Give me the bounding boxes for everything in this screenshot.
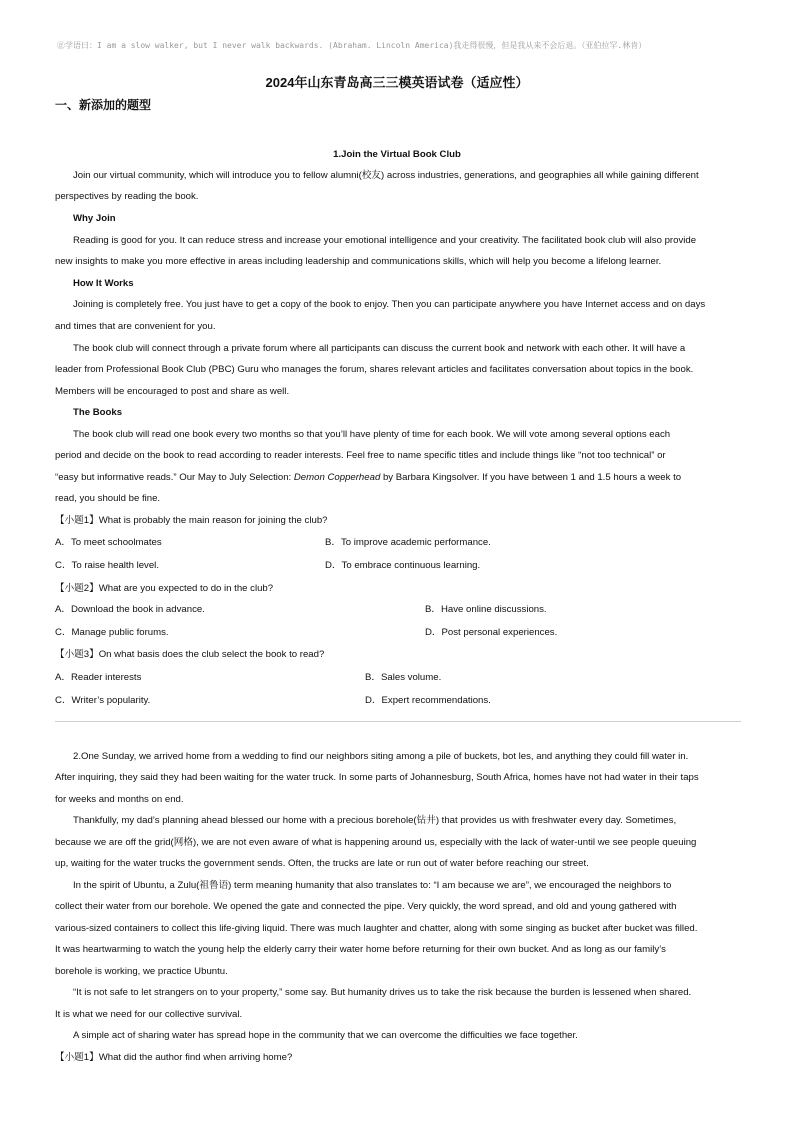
paragraph-line: “It is not safe to let strangers on to your property,” some say. But humanity drives us to take the risk because the burden is lessened when shared. <box>73 987 692 998</box>
paragraph-line: Reading is good for you. It can reduce stress and increase your emotional intelligence and your creativity. The facilitated book club will also provide <box>73 235 697 246</box>
paragraph-line: and times that are convenient for you. <box>55 321 216 332</box>
book-title: Demon Copperhead <box>293 472 381 483</box>
paragraph-line: collect their water from our borehole. We opened the gate and connected the pipe. Very quickly, the word spread, and old and young gathered with <box>55 901 677 912</box>
divider <box>55 721 741 722</box>
option-b: B．To improve academic performance. <box>325 537 491 548</box>
paragraph-line: In the spirit of Ubuntu, a Zulu(祖鲁语) term meaning humanity that also translates to: “I am because we are”, we encouraged the neighbors to <box>73 880 672 891</box>
question-stem: 【小题3】On what basis does the club select the book to read? <box>55 649 325 660</box>
option-d: D．To embrace continuous learning. <box>325 560 481 571</box>
section-heading: 一、新添加的题型 <box>55 98 152 112</box>
paragraph-line: Join our virtual community, which will introduce you to fellow alumni(校友) across industries, generations, and geographies all while gaining different <box>73 170 699 181</box>
paragraph-line: up, waiting for the water trucks the government sends. Often, the trucks are late or run out of water before reaching our street. <box>55 858 589 869</box>
paragraph-line: The book club will read one book every two months so that you’ll have plenty of time for each book. We will vote among several options each <box>73 429 671 440</box>
paragraph-line: The book club will connect through a private forum where all participants can discuss the current book and network with each other. It will have a <box>73 343 686 354</box>
question-stem: 【小题1】What is probably the main reason for joining the club? <box>55 515 328 526</box>
subheading-the-books: The Books <box>73 407 123 418</box>
option-b: B．Sales volume. <box>365 672 442 683</box>
paragraph-line: various-sized containers to collect this life-giving liquid. There was much laughter and chatter, along with some singing as bucket after bucket was filled. <box>55 923 698 934</box>
paragraph-line: perspectives by reading the book. <box>55 191 199 202</box>
paragraph-line: period and decide on the book to read according to reader interests. Feel free to name specific titles and include things like “not too technical” or <box>55 450 666 461</box>
paragraph-line: read, you should be fine. <box>55 493 161 504</box>
document-title: 2024年山东青岛高三三模英语试卷（适应性） <box>265 75 529 90</box>
paragraph-line: A simple act of sharing water has spread hope in the community that we can overcome the difficulties we face together. <box>73 1030 578 1041</box>
option-a: A．To meet schoolmates <box>55 537 162 548</box>
paragraph-line: leader from Professional Book Club (PBC) Guru who manages the forum, shares relevant articles and facilitates conversation about topics in the book. <box>55 364 694 375</box>
option-c: C．To raise health level. <box>55 560 159 571</box>
text-span: “easy but informative reads.” Our May to July Selection: <box>55 472 294 483</box>
paragraph-line: It was heartwarming to watch the young help the elderly carry their water home before returning for their own bucket. And as long as our family’s <box>55 944 666 955</box>
option-d: D．Expert recommendations. <box>365 695 491 706</box>
paragraph-line: Thankfully, my dad’s planning ahead blessed our home with a precious borehole(钻井) that provides us with freshwater every day. Sometimes, <box>73 815 677 826</box>
subheading-why-join: Why Join <box>73 213 116 224</box>
paragraph-line: Joining is completely free. You just have to get a copy of the book to enjoy. Then you can participate anywhere you have Internet access and on days <box>73 299 706 310</box>
question-stem: 【小题1】What did the author find when arriving home? <box>55 1052 293 1063</box>
paragraph-line: It is what we need for our collective survival. <box>55 1009 243 1020</box>
option-a: A．Reader interests <box>55 672 142 683</box>
option-d: D．Post personal experiences. <box>425 627 558 638</box>
text-span: by Barbara Kingsolver. If you have between 1 and 1.5 hours a week to <box>380 472 682 483</box>
header-motto: ㊣学语曰：I am a slow walker, but I never walk backwards. (Abraham. Lincoln America)我走得很慢，但是我从来不会后退。（亚伯拉罕.林肯） <box>57 41 647 50</box>
paragraph-line: borehole is working, we practice Ubuntu. <box>55 966 228 977</box>
paragraph-line: After inquiring, they said they had been waiting for the water truck. In some parts of Johannesburg, South Africa, homes have not had water in their taps <box>55 772 699 783</box>
paragraph-line: Members will be encouraged to post and share as well. <box>55 386 290 397</box>
subheading-how-it-works: How It Works <box>73 278 134 289</box>
paragraph-line: new insights to make you more effective in areas including leadership and communications skills, which will help you become a lifelong learner. <box>55 256 662 267</box>
passage1-title: 1.Join the Virtual Book Club <box>333 149 461 160</box>
option-b: B．Have online discussions. <box>425 604 547 615</box>
option-c: C．Writer’s popularity. <box>55 695 151 706</box>
option-c: C．Manage public forums. <box>55 627 169 638</box>
paragraph-line: 2.One Sunday, we arrived home from a wedding to find our neighbors siting among a pile of buckets, bot les, and anything they could fill water in. <box>73 751 689 762</box>
paragraph-line: because we are off the grid(网格), we are not even aware of what is happening around us, especially with the lack of water-until we see people queuing <box>55 837 697 848</box>
paragraph-line <box>55 471 745 485</box>
paragraph-line: for weeks and months on end. <box>55 794 184 805</box>
option-a: A．Download the book in advance. <box>55 604 205 615</box>
question-stem: 【小题2】What are you expected to do in the club? <box>55 583 274 594</box>
